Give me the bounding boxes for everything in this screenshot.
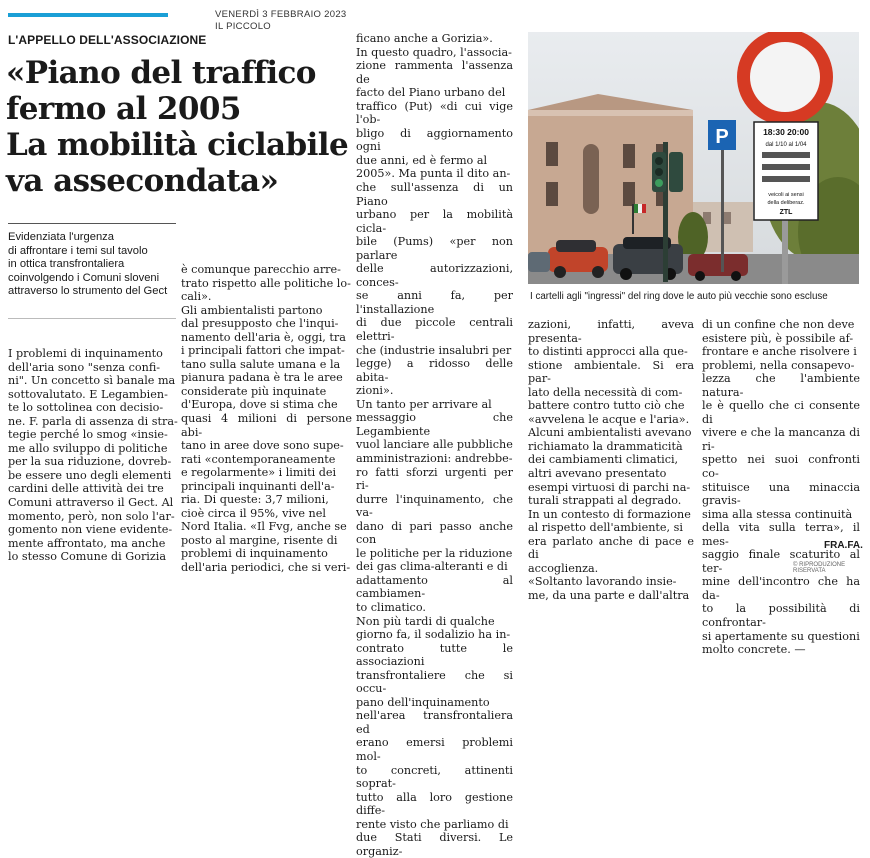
section-accent-bar: [8, 13, 168, 17]
street-signs-photo: [528, 32, 859, 284]
newspaper-name: IL PICCOLO: [215, 21, 271, 32]
sign-line-6: ZTL: [779, 209, 793, 216]
parking-sign-letter: P: [715, 126, 729, 148]
article-kicker: L'APPELLO DELL'ASSOCIAZIONE: [8, 33, 207, 47]
body-column-1: I problemi di inquinamento dell'aria sono "senza confi- ni". Un concetto sì banale ma sottovalutato. E Legambien- te lo sottolinea con decisio- ne. F. parla di assenza di stra- tegie perché lo smog «insie- me allo sviluppo di politiche per la sua riduzione, dovreb- be essere uno degli elementi cardini delle attività dei tre Comuni attraverso il Gect. Al momento, però, non solo l'ar- gomento non viene evidente- mente affrontato, ma anche lo stesso Comune di Gorizia: [8, 347, 178, 564]
sign-line-1: 18:30 20:00: [763, 127, 809, 137]
copyright-notice: © RIPRODUZIONE RISERVATA: [793, 562, 846, 574]
sign-line-4: veicoli ai sensi: [768, 192, 804, 198]
article-photo: [528, 32, 859, 284]
author-signature: FRA.FA.: [824, 540, 863, 551]
sign-line-5: della deliberaz.: [767, 200, 805, 206]
body-column-5: di un confine che non deve esistere più, è possibile af- frontare e anche risolvere i problemi, nella consapevo- lezza che l'ambiente natura- le è quello che ci consente di vivere e che la mancanza di ri- spetto nei suoi confronti co- stituisce una minaccia gravis- sima alla stessa continuità della vita sulla terra», il mes- saggio finale scaturito al ter- mine dell'incontro che ha da- to la possibilità di confrontar- si apertamente su questioni molto concrete. —: [702, 318, 860, 657]
body-column-2: è comunque parecchio arre- trato rispetto alle politiche lo- cali». Gli ambientalisti partono dal presupposto che l'inqui- namento dell'aria è, oggi, tra i principali fattori che impat- tano sulla salute umana e la pianura padana è tra le aree considerate più inquinate d'Europa, dove si stima che quasi 4 milioni di persone abi- tano in aree dove sono supe- rati «contemporaneamente e regolarmente» i limiti dei principali inquinanti dell'a- ria. Di queste: 3,7 milioni, cioè circa il 95%, vive nel Nord Italia. «Il Fvg, anche se posto al margine, risente di problemi di inquinamento dell'aria periodici, che si veri-: [181, 263, 352, 575]
page-date: VENERDÌ 3 FEBBRAIO 2023: [215, 9, 347, 20]
sign-line-2: dal 1/10 al 1/04: [765, 142, 807, 148]
photo-caption: I cartelli agli "ingressi" del ring dove le auto più vecchie sono escluse: [530, 291, 828, 302]
body-column-4: zazioni, infatti, aveva presenta- to distinti approcci alla que- stione ambientale. Si era par- lato della necessità di com- battere contro tutto ciò che «avvelena le acque e l'aria». Alcuni ambientalisti avevano richiamato la drammaticità dei cambiamenti climatici, altri avevano presentato esempi virtuosi di parchi na- turali strappati al degrado. In un contesto di formazione al rispetto dell'ambiente, si era parlato anche di pace e di accoglienza. «Soltanto lavorando insie- me, da una parte e dall'altra: [528, 318, 694, 602]
standfirst-divider-top: [8, 223, 176, 224]
article-headline: «Piano del traffico fermo al 2005 La mobilità ciclabile va assecondata»: [6, 55, 349, 199]
standfirst-divider-bottom: [8, 318, 176, 319]
article-standfirst: Evidenziata l'urgenza di affrontare i temi sul tavolo in ottica transfrontaliera coinvolgendo i Comuni sloveni attraverso lo strumento del Gect: [8, 231, 168, 298]
body-column-3: ficano anche a Gorizia». In questo quadro, l'associa- zione rammenta l'assenza de facto del Piano urbano del traffico (Put) «di cui vige l'ob- bligo di aggiornamento ogni due anni, ed è fermo al 2005». Ma punta il dito an- che sull'assenza di un Piano urbano per la mobilità cicla- bile (Pums) «per non parlare delle autorizzazioni, conces- se anni fa, per l'installazione di due piccole centrali elettri- che (industrie insalubri per legge) a ridosso delle abita- zioni». Un tanto per arrivare al messaggio che Legambiente vuol lanciare alle pubbliche amministrazioni: andrebbe- ro fatti sforzi urgenti per ri- durre l'inquinamento, che va- dano di pari passo anche con le politiche per la riduzione dei gas clima-alteranti e di adattamento al cambiamen- to climatico. Non più tardi di qualche giorno fa, il sodalizio ha in- contrato tutte le associazioni transfrontaliere che si occu- pano dell'inquinamento nell'area transfrontaliera ed erano emersi problemi mol- to concreti, attinenti soprat- tutto alla loro gestione diffe- rente visto che parliamo di due Stati diversi. Le organiz-: [356, 32, 513, 858]
building-facade: [528, 94, 693, 255]
